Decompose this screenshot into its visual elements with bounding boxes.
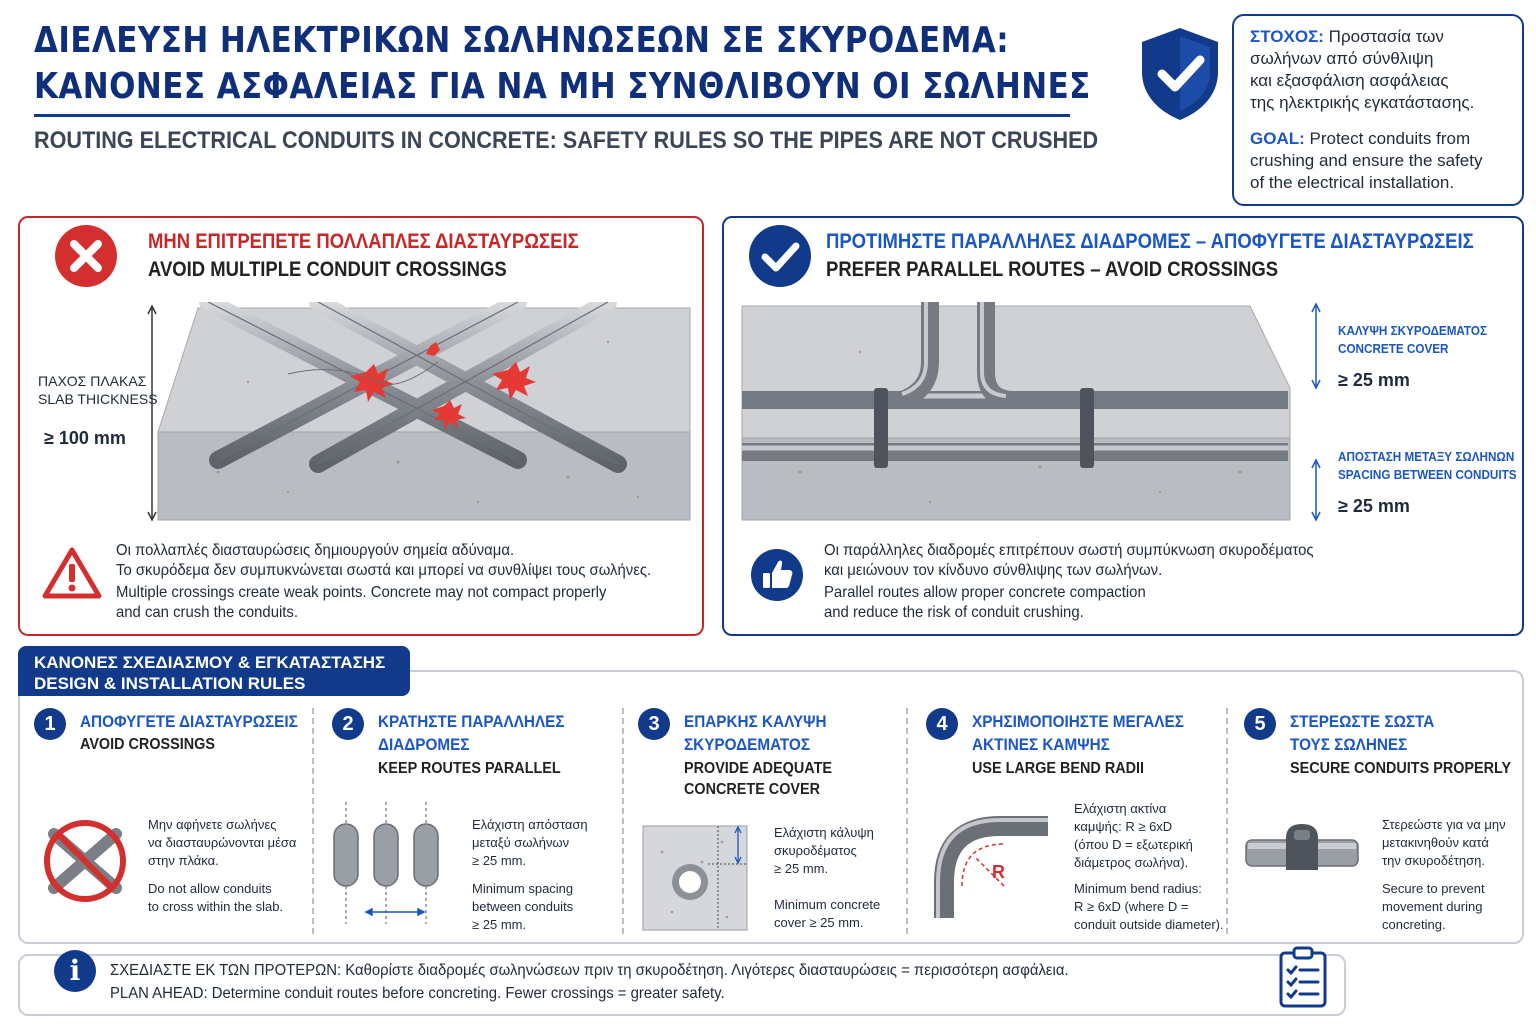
goal-english-text-1: Protect conduits from: [1304, 129, 1471, 148]
rule-title-english: USE LARGE BEND RADII: [972, 760, 1145, 777]
rule-number: 4: [926, 708, 958, 740]
prefer-text-greek-1: Οι παράλληλες διαδρομές επιτρέπουν σωστή συμπύκνωση σκυροδέματος: [824, 542, 1314, 559]
parallel-conduits-icon: [332, 800, 444, 928]
rule-text-greek-4: διάμετρος σωλήνα).: [1074, 855, 1189, 870]
rule-text-english-3: ≥ 25 mm.: [472, 917, 527, 932]
goal-english-text-2: crushing and ensure the safety: [1250, 151, 1483, 170]
rule-text-english-2: between conduits: [472, 899, 574, 914]
prefer-title-english: PREFER PARALLEL ROUTES – AVOID CROSSINGS: [826, 258, 1279, 281]
avoid-crossings-panel: [18, 216, 704, 636]
cover-value: ≥ 25 mm: [1338, 370, 1410, 390]
prefer-text-english-2: and reduce the risk of conduit crushing.: [824, 604, 1084, 621]
goal-greek-label: ΣΤΟΧΟΣ:: [1250, 27, 1324, 46]
rule-title-greek-2: ΤΟΥΣ ΣΩΛΗΝΕΣ: [1290, 735, 1408, 754]
rule-avoid-crossings: [34, 700, 304, 936]
rule-title-english: AVOID CROSSINGS: [80, 736, 215, 753]
rule-concrete-cover: [638, 700, 900, 936]
rule-text-greek-3: ≥ 25 mm.: [774, 861, 829, 876]
rule-title-english-2: CONCRETE COVER: [684, 781, 821, 798]
rule-text-greek-1: Μην αφήνετε σωλήνες: [148, 817, 277, 832]
goal-box: [1232, 14, 1524, 206]
dimension-markers: [1306, 302, 1326, 524]
plan-text-english: PLAN AHEAD: Determine conduit routes before concreting. Fewer crossings = greater safety.: [110, 985, 725, 1002]
avoid-text-greek-2: Το σκυρόδεμα δεν συμπυκνώνεται σωστά και μπορεί να συνθλίψει τους σωλήνες.: [116, 562, 652, 579]
rule-divider: [906, 708, 908, 934]
rule-text-english-3: conduit outside diameter).: [1074, 917, 1224, 932]
goal-greek-text-1: Προστασία των: [1323, 27, 1444, 46]
parallel-slab-illustration: [740, 302, 1330, 524]
goal-greek: [1250, 26, 1506, 114]
rule-text-greek-3: στην πλάκα.: [148, 853, 219, 868]
rules-header: [18, 646, 410, 696]
conduit-clamp-icon: [1244, 820, 1360, 880]
check-circle-icon: [748, 224, 812, 288]
spacing-english: SPACING BETWEEN CONDUITS: [1338, 467, 1517, 482]
info-icon: i: [54, 950, 96, 992]
x-circle-icon: [54, 224, 118, 288]
bend-radius-label: R: [992, 862, 1005, 882]
spacing-greek: ΑΠΟΣΤΑΣΗ ΜΕΤΑΞΥ ΣΩΛΗΝΩΝ: [1338, 449, 1515, 464]
rule-text-english-1: Minimum concrete: [774, 897, 881, 912]
prefer-text-greek-2: και μειώνουν τον κίνδυνο σύνθλιψης των σωλήνων.: [824, 562, 1163, 579]
rule-number: 3: [638, 708, 670, 740]
rule-text-english-1: Do not allow conduits: [148, 881, 272, 896]
rule-text-greek-2: να διασταυρώνονται μέσα: [148, 835, 297, 850]
cover-greek: ΚΑΛΥΨΗ ΣΚΥΡΟΔΕΜΑΤΟΣ: [1338, 323, 1487, 338]
rule-text-english-2: cover ≥ 25 mm.: [774, 915, 864, 930]
rule-text-english-2: movement during: [1382, 899, 1483, 914]
title-greek-line-2: ΚΑΝΟΝΕΣ ΑΣΦΑΛΕΙΑΣ ΓΙΑ ΝΑ ΜΗ ΣΥΝΘΛΙΒΟΥΝ ΟΙ ΣΩΛΗΝΕΣ: [34, 66, 1091, 107]
spacing-value: ≥ 25 mm: [1338, 496, 1410, 516]
warning-triangle-icon: [42, 546, 102, 600]
rule-text-greek-2: μεταξύ σωλήνων: [472, 835, 570, 850]
avoid-text-english-1: Multiple crossings create weak points. Concrete may not compact properly: [116, 584, 607, 601]
rules-header-greek: ΚΑΝΟΝΕΣ ΣΧΕΔΙΑΣΜΟΥ & ΕΓΚΑΤΑΣΤΑΣΗΣ: [34, 653, 386, 672]
rule-title-english: SECURE CONDUITS PROPERLY: [1290, 760, 1512, 777]
slab-thickness-english: SLAB THICKNESS: [38, 391, 158, 407]
avoid-title-greek: ΜΗΝ ΕΠΙΤΡΕΠΕΤΕ ΠΟΛΛΑΠΛΕΣ ΔΙΑΣΤΑΥΡΩΣΕΙΣ: [148, 230, 579, 253]
rule-title-english-1: PROVIDE ADEQUATE: [684, 760, 833, 777]
rule-text-english-2: R ≥ 6xD (where D =: [1074, 899, 1189, 914]
rule-divider: [312, 708, 314, 934]
goal-english-label: GOAL:: [1250, 129, 1305, 148]
avoid-title-english: AVOID MULTIPLE CONDUIT CROSSINGS: [148, 258, 507, 281]
rule-keep-parallel: [332, 700, 614, 936]
title-block: [34, 18, 1099, 155]
avoid-text-greek-1: Οι πολλαπλές διασταυρώσεις δημιουργούν σημεία αδύναμα.: [116, 542, 515, 559]
title-underline: [34, 114, 1070, 117]
avoid-text-english-2: and can crush the conduits.: [116, 604, 298, 621]
goal-greek-text-4: της ηλεκτρικής εγκατάστασης.: [1250, 93, 1475, 112]
rule-title-greek-2: ΣΚΥΡΟΔΕΜΑΤΟΣ: [684, 735, 811, 754]
rule-text-greek-1: Ελάχιστη ακτίνα: [1074, 801, 1167, 816]
rule-text-greek-3: ≥ 25 mm.: [472, 853, 527, 868]
rule-divider: [1226, 708, 1228, 934]
rule-text-greek-3: (όπου D = εξωτερική: [1074, 837, 1193, 852]
rule-number: 2: [332, 708, 364, 740]
crossing-slab-illustration: [138, 302, 710, 524]
rule-text-english-1: Minimum bend radius:: [1074, 881, 1202, 896]
rule-text-greek-1: Ελάχιστη απόσταση: [472, 817, 588, 832]
rule-divider: [622, 708, 624, 934]
rule-text-greek-3: την σκυροδέτηση.: [1382, 853, 1485, 868]
rule-title-greek-1: ΚΡΑΤΗΣΤΕ ΠΑΡΑΛΛΗΛΕΣ: [378, 712, 565, 731]
prefer-parallel-panel: [722, 216, 1524, 636]
rule-secure-conduits: [1244, 700, 1516, 936]
cover-english: CONCRETE COVER: [1338, 341, 1449, 356]
rule-title-greek-1: ΣΤΕΡΕΩΣΤΕ ΣΩΣΤΑ: [1290, 712, 1435, 731]
rule-title-greek-2: ΑΚΤΙΝΕΣ ΚΑΜΨΗΣ: [972, 735, 1110, 754]
goal-greek-text-3: και εξασφάλιση ασφάλειας: [1250, 71, 1449, 90]
goal-english: [1250, 128, 1506, 194]
rule-bend-radii: [926, 700, 1224, 936]
rule-title-greek-1: ΕΠΑΡΚΗΣ ΚΑΛΥΨΗ: [684, 712, 827, 731]
title-greek-line-1: ΔΙΕΛΕΥΣΗ ΗΛΕΚΤΡΙΚΩΝ ΣΩΛΗΝΩΣΕΩΝ ΣΕ ΣΚΥΡΟΔΕΜΑ:: [34, 20, 1010, 61]
rule-number: 5: [1244, 708, 1276, 740]
concrete-cover-icon: [642, 822, 756, 932]
rule-text-english-1: Minimum spacing: [472, 881, 574, 896]
thumbs-up-icon: [750, 548, 804, 602]
rule-title-greek-2: ΔΙΑΔΡΟΜΕΣ: [378, 735, 470, 754]
spacing-label: [1338, 448, 1517, 484]
rule-title-english: KEEP ROUTES PARALLEL: [378, 760, 561, 777]
prefer-text-english-1: Parallel routes allow proper concrete compaction: [824, 584, 1146, 601]
slab-thickness-value: ≥ 100 mm: [44, 428, 126, 448]
rule-text-greek-2: μετακινηθούν κατά: [1382, 835, 1489, 850]
shield-check-icon: [1138, 26, 1222, 122]
rules-header-english: DESIGN & INSTALLATION RULES: [34, 674, 306, 693]
goal-english-text-3: of the electrical installation.: [1250, 173, 1455, 192]
rule-text-greek-1: Στερεώστε για να μην: [1382, 817, 1506, 832]
rule-title-greek: ΑΠΟΦΥΓΕΤΕ ΔΙΑΣΤΑΥΡΩΣΕΙΣ: [80, 712, 298, 731]
checklist-clipboard-icon: [1278, 946, 1328, 1008]
rule-text-english-2: to cross within the slab.: [148, 899, 284, 914]
title-english: ROUTING ELECTRICAL CONDUITS IN CONCRETE: SAFETY RULES SO THE PIPES ARE NOT CRUSHED: [34, 127, 1099, 154]
slab-thickness-greek: ΠΑΧΟΣ ΠΛΑΚΑΣ: [38, 373, 147, 389]
rule-title-greek-1: ΧΡΗΣΙΜΟΠΟΙΗΣΤΕ ΜΕΓΑΛΕΣ: [972, 712, 1184, 731]
prefer-title-greek: ΠΡΟΤΙΜΗΣΤΕ ΠΑΡΑΛΛΗΛΕΣ ΔΙΑΔΡΟΜΕΣ – ΑΠΟΦΥΓΕΤΕ ΔΙΑΣΤΑΥΡΩΣΕΙΣ: [826, 230, 1474, 253]
rule-text-english-3: concreting.: [1382, 917, 1446, 932]
rule-text-english-1: Secure to prevent: [1382, 881, 1485, 896]
no-crossing-icon: [40, 816, 130, 906]
rule-text-greek-2: σκυροδέματος: [774, 843, 857, 858]
goal-greek-text-2: σωλήνων από σύνθλιψη: [1250, 49, 1434, 68]
rule-number: 1: [34, 708, 66, 740]
plan-text-greek: ΣΧΕΔΙΑΣΤΕ ΕΚ ΤΩΝ ΠΡΟΤΕΡΩΝ: Καθορίστε διαδρομές σωληνώσεων πριν τη σκυροδέτηση. Λιγότερες διασταυρώσεις = περισσότερη ασφάλεια.: [110, 962, 1069, 979]
cover-label: [1338, 322, 1487, 358]
rule-text-greek-1: Ελάχιστη κάλυψη: [774, 825, 874, 840]
rule-text-greek-2: καμψής: R ≥ 6xD: [1074, 819, 1173, 834]
